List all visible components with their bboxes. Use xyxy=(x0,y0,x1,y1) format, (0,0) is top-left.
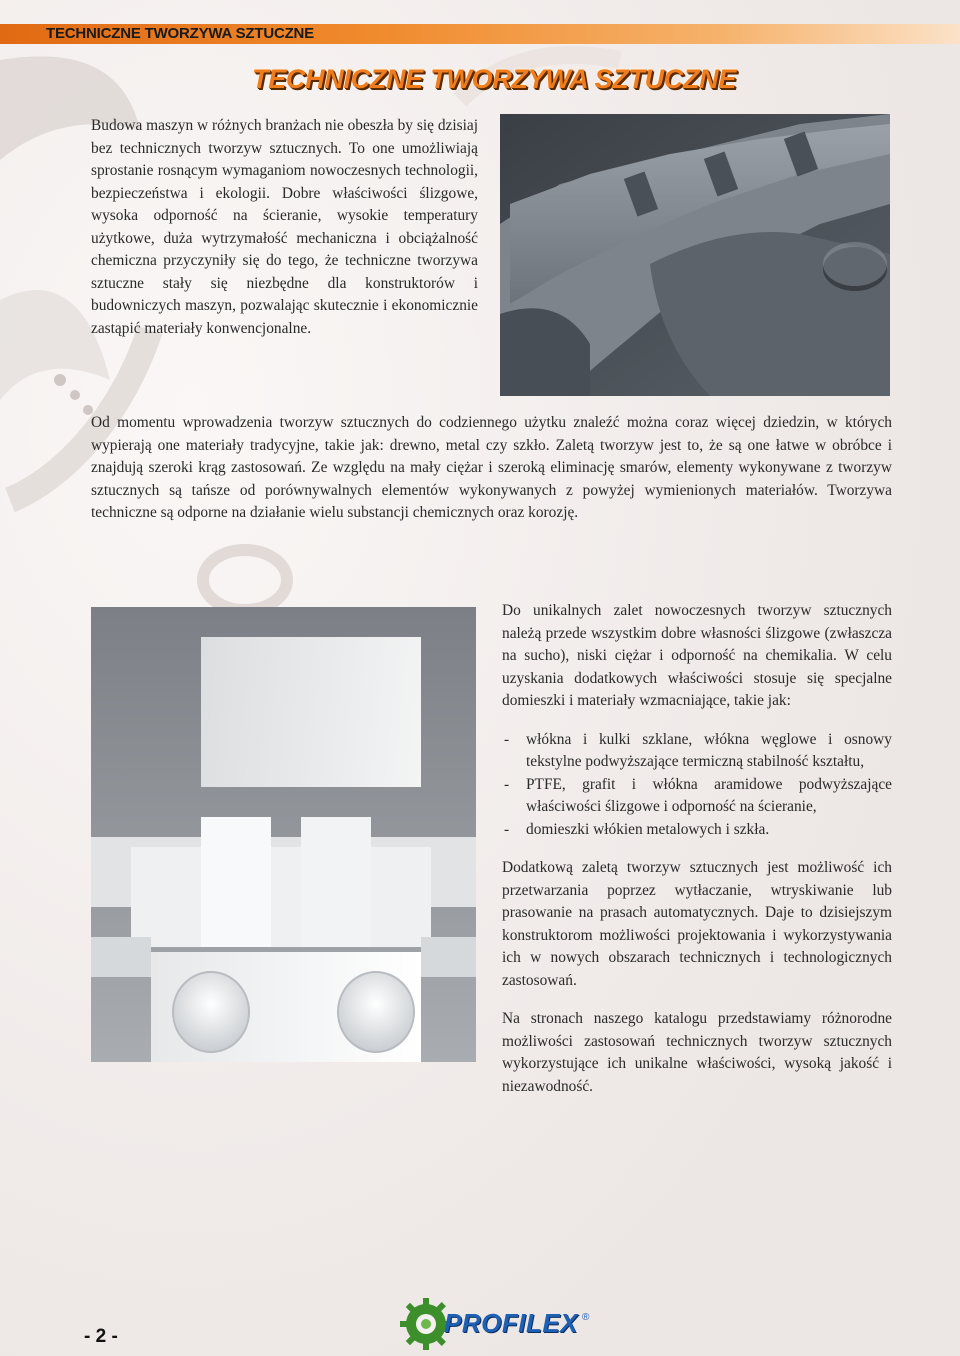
white-blocks-photo xyxy=(91,607,476,1062)
page-number: - 2 - xyxy=(84,1326,118,1347)
right-paragraph-1: Do unikalnych zalet nowoczesnych tworzyw sztucznych należą przede wszystkim dobre własności ślizgowe (zwłaszcza na sucho), niski ciężar i odporność na chemikalia. W celu uzyskania dodatkowych właściwości stosuje się specjalne domieszki i materiały wzmacniające, takie jak: xyxy=(502,602,892,709)
section-label: TECHNICZNE TWORZYWA SZTUCZNE xyxy=(46,25,314,42)
right-column xyxy=(502,600,892,1114)
registered-mark: ® xyxy=(582,1312,590,1323)
intro-paragraph: Budowa maszyn w różnych branżach nie obeszła by się dzisiaj bez technicznych tworzyw sztucznych. To one umożliwiają sprostanie rosnącym wymaganiom nowoczesnych technologii, bezpieczeństwa i ekologii. Dobre właściwości ślizgowe, wysoka odporność na ścieranie, wysokie temperatury użytkowe, duża wytrzymałość mechaniczna i obciążalność chemiczna przyczyniły się do tego, że techniczne tworzywa sztuczne stały się niezbędne dla konstruktorów i budowniczych maszyn, pozwalając skutecznie i ekonomicznie zastąpić materiały konwencjonalne. xyxy=(91,117,478,337)
header-bar xyxy=(0,24,960,44)
profilex-logo xyxy=(398,1290,598,1352)
white-blocks-illustration xyxy=(91,607,476,1062)
list-item: - domieszki włókien metalowych i szkła. xyxy=(502,819,892,842)
gear-part-photo xyxy=(500,114,890,396)
page-title: TECHNICZNE TWORZYWA SZTUCZNE xyxy=(252,64,737,94)
right-paragraph-3: Na stronach naszego katalogu przedstawiamy różnorodne możliwości zastosowań technicznych tworzyw sztucznych wykorzystujące ich unikalne właściwości, wysoką jakość i niezawodność. xyxy=(502,1010,892,1095)
right-paragraph-2: Dodatkową zaletą tworzyw sztucznych jest możliwość ich przetwarzania poprzez wytłaczanie, wtryskiwanie lub prasowanie na prasach automatycznych. Daje to dzisiejszym konstruktorom możliwości projektowania i wykorzystywania ich w nowych obszarach technicznych i technologicznych zastosowań. xyxy=(502,859,892,989)
gear-part-illustration xyxy=(500,114,890,396)
body-paragraph: Od momentu wprowadzenia tworzyw sztucznych do codziennego użytku znaleźć można coraz więcej dziedzin, w których wypierają one materiały tradycyjne, takie jak: drewno, metal czy szkło. Zaletą tworzyw jest to, że są one łatwe w obróbce i znajdują szeroki krąg zastosowań. Ze względu na mały ciężar i szeroką eliminację smarów, elementy wykonywane z tworzyw sztucznych są tańsze od porównywalnych elementów wykonywanych z powyżej wymienionych materiałów. Tworzywa techniczne są odporne na działanie wielu substancji chemicznych oraz korozję. xyxy=(91,414,892,521)
logo-text: PROFILEX xyxy=(444,1308,579,1338)
list-item: - włókna i kulki szklane, włókna węglowe i osnowy tekstylne podwyższające termiczną stabilność kształtu, xyxy=(502,729,892,774)
list-item: - PTFE, grafit i włókna aramidowe podwyższające właściwości ślizgowe i odporność na ścieranie, xyxy=(502,774,892,819)
additives-list xyxy=(502,729,892,842)
